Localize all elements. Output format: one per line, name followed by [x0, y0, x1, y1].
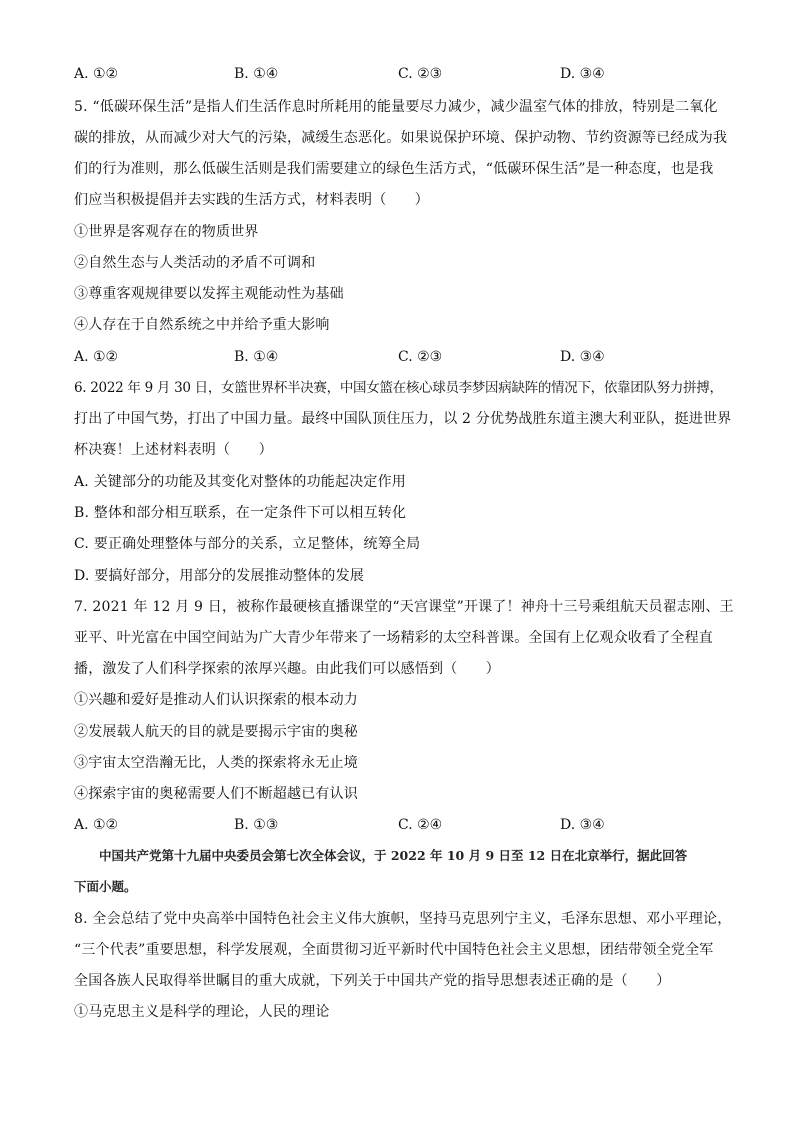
option-c: C. ②③ — [398, 66, 443, 82]
q6-choice-d: D. 要搞好部分，用部分的发展推动整体的发展 — [74, 568, 365, 584]
option-d: D. ③④ — [560, 817, 605, 833]
q8-item-1: ①马克思主义是科学的理论，人民的理论 — [74, 1004, 330, 1020]
q8-line-1: 8. 全会总结了党中央高举中国特色社会主义伟大旗帜，坚持马克思列宁主义，毛泽东思想、邓小平理论， — [74, 911, 732, 927]
q7-line-3: 播，激发了人们科学探索的浓厚兴趣。由此我们可以感悟到（ ） — [74, 661, 500, 677]
q6-line-1: 6. 2022 年 9 月 30 日，女篮世界杯半决赛，中国女篮在核心球员李梦因病缺阵的情况下，依靠团队努力拼搏， — [74, 380, 723, 396]
q7-item-4: ④探索宇宙的奥秘需要人们不断超越已有认识 — [74, 786, 358, 802]
q6-choice-b: B. 整体和部分相互联系，在一定条件下可以相互转化 — [74, 505, 407, 521]
q7-line-1: 7. 2021 年 12 月 9 日，被称作最硬核直播课堂的“天宫课堂”开课了！神舟十三号乘组航天员翟志刚、王 — [74, 599, 734, 615]
option-d: D. ③④ — [560, 66, 605, 82]
q5-options — [74, 347, 734, 367]
q4-options — [74, 64, 734, 84]
q5-line-4: 们应当积极提倡并去实践的生活方式，材料表明（ ） — [74, 192, 429, 208]
q8-line-3: 全国各族人民取得举世瞩目的重大成就，下列关于中国共产党的指导思想表述正确的是（ ） — [74, 973, 671, 989]
q7-item-1: ①兴趣和爱好是推动人们认识探索的根本动力 — [74, 692, 358, 708]
group-intro-line-2: 下面小题。 — [74, 879, 137, 894]
q7-line-2: 亚平、叶光富在中国空间站为广大青少年带来了一场精彩的太空科普课。全国有上亿观众收看了全程直 — [74, 630, 713, 646]
group-intro-line-1: 中国共产党第十九届中央委员会第七次全体会议，于 2022 年 10 月 9 日至 12 日在北京举行，据此回答 — [74, 848, 688, 863]
q5-item-2: ②自然生态与人类活动的矛盾不可调和 — [74, 255, 316, 271]
option-b: B. ①③ — [234, 817, 279, 833]
q7-options — [74, 815, 734, 835]
q5-line-1: 5. “低碳环保生活”是指人们生活作息时所耗用的能量要尽力减少，减少温室气体的排放，特别是二氧化 — [74, 99, 718, 115]
q5-item-3: ③尊重客观规律要以发挥主观能动性为基础 — [74, 286, 344, 302]
q6-choice-a: A. 关键部分的功能及其变化对整体的功能起决定作用 — [74, 474, 407, 490]
q7-item-3: ③宇宙太空浩瀚无比，人类的探索将永无止境 — [74, 755, 358, 771]
option-a: A. ①② — [74, 817, 119, 833]
option-c: C. ②④ — [398, 817, 443, 833]
option-c: C. ②③ — [398, 349, 443, 365]
q6-line-2: 打出了中国气势，打出了中国力量。最终中国队顶住压力，以 2 分优势战胜东道主澳大利亚队，挺进世界 — [74, 411, 732, 427]
q8-line-2: “三个代表”重要思想，科学发展观，全面贯彻习近平新时代中国特色社会主义思想，团结带领全党全军 — [74, 942, 714, 958]
q5-line-2: 碳的排放，从而减少对大气的污染，减缓生态恶化。如果说保护环境、保护动物、节约资源等已经成为我 — [74, 130, 728, 146]
q5-line-3: 们的行为准则，那么低碳生活则是我们需要建立的绿色生活方式，“低碳环保生活”是一种态度，也是我 — [74, 161, 714, 177]
option-b: B. ①④ — [234, 349, 279, 365]
option-d: D. ③④ — [560, 349, 605, 365]
q5-item-4: ④人存在于自然系统之中并给予重大影响 — [74, 317, 330, 333]
q5-item-1: ①世界是客观存在的物质世界 — [74, 224, 259, 240]
q6-choice-c: C. 要正确处理整体与部分的关系，立足整体，统筹全局 — [74, 536, 421, 552]
option-a: A. ①② — [74, 66, 119, 82]
option-b: B. ①④ — [234, 66, 279, 82]
q6-line-3: 杯决赛！上述材料表明（ ） — [74, 442, 273, 458]
option-a: A. ①② — [74, 349, 119, 365]
q7-item-2: ②发展载人航天的目的就是要揭示宇宙的奥秘 — [74, 724, 358, 740]
